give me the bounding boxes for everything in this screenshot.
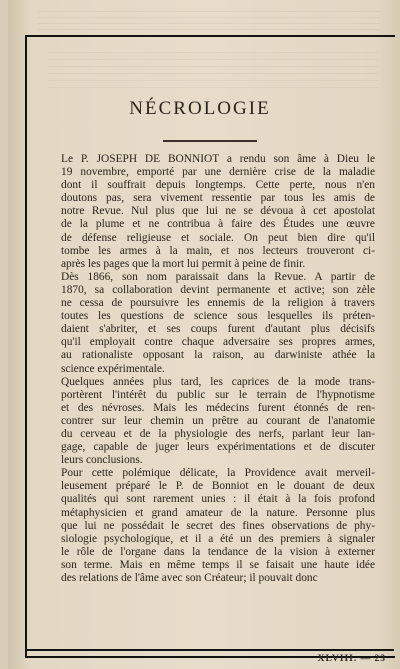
text-line: portèrent l'intérêt du public sur le terrain de l'hypnotisme bbox=[61, 388, 375, 401]
text-line: ne cessa de poursuivre les ennemis de la religion à travers bbox=[61, 297, 375, 310]
text-line: qu'il employait contre chaque adversaire ses propres armes, bbox=[61, 336, 375, 349]
text-line: du cerveau et de la physiologie des nerfs, parlant leur lan- bbox=[61, 427, 375, 440]
text-line: leurs conclusions. bbox=[61, 454, 143, 467]
page-footer: XLVIII. — 23 bbox=[317, 654, 386, 664]
text-line: des relations de l'âme avec son Créateur; il pouvait donc bbox=[61, 572, 318, 584]
text-line: Le P. JOSEPH DE BONNIOT a rendu son âme à Dieu le bbox=[61, 153, 375, 165]
text-line: siologie psychologique, et il a été un des premiers à signaler bbox=[61, 532, 375, 545]
article-body bbox=[61, 153, 375, 585]
text-line: qualités qui sont rarement unies : il était à la fois profond bbox=[61, 493, 375, 506]
text-line: au rationaliste opposant la raison, au darwiniste athée la bbox=[61, 349, 375, 362]
text-line: Pour cette polémique délicate, la Providence avait merveil- bbox=[61, 467, 375, 480]
text-line: Quelques années plus tard, les caprices de la mode trans- bbox=[61, 375, 375, 388]
paragraph bbox=[61, 467, 375, 585]
text-line: son terme. Mais en même temps il se faisait une haute idée bbox=[61, 558, 375, 571]
paragraph bbox=[61, 271, 375, 376]
text-line: tombe les armes à la main, et nos lecteurs trouveront ci- bbox=[61, 244, 375, 257]
text-line: 1870, sa collaboration devint permanente et active; son zèle bbox=[61, 283, 375, 296]
text-line: daient s'abriter, et ses coups furent d'autant plus décisifs bbox=[61, 323, 375, 336]
text-line: toutes les questions de science sous lesquelles ils préten- bbox=[61, 310, 375, 323]
text-line: doutons pas, sera vivement ressentie par tous les amis de bbox=[61, 192, 375, 205]
text-line: 19 novembre, emporté par une dernière crise de la maladie bbox=[61, 166, 375, 179]
text-line: leusement préparé le P. de Bonniot en le douant de deux bbox=[61, 480, 375, 493]
text-line: notre Revue. Nul plus que lui ne se dévoua à cet apostolat bbox=[61, 205, 375, 218]
text-line: Dès 1866, son nom paraissait dans la Revue. A partir de bbox=[61, 270, 375, 283]
paragraph bbox=[61, 376, 375, 468]
text-line: science expérimentale. bbox=[61, 362, 165, 375]
text-line: le rôle de l'organe dans la tendance de la vision à externer bbox=[61, 545, 375, 558]
paragraph bbox=[61, 153, 375, 271]
text-line: que lui ne possédait le secret des fines observations de phy- bbox=[61, 519, 375, 532]
page-title: NÉCROLOGIE bbox=[129, 98, 271, 119]
text-line: gage, capable de juger leurs expérimentations et de discuter bbox=[61, 441, 375, 454]
text-line: après les pages que la mort lui permit à peine de finir. bbox=[61, 257, 306, 270]
text-line: dont il souffrait depuis longtemps. Cette perte, nous n'en bbox=[61, 179, 375, 192]
text-line: de défense religieuse et sociale. On peut bien dire qu'il bbox=[61, 231, 375, 244]
show-through-text bbox=[38, 6, 380, 30]
text-line: métaphysicien et grand amateur de la nature. Personne plus bbox=[61, 506, 375, 519]
text-line: et des névroses. Mais les médecins furent étonnés de ren- bbox=[61, 401, 375, 414]
text-line: contrer sur leur chemin un prêtre au courant de l'anatomie bbox=[61, 414, 375, 427]
page-border-bottom bbox=[25, 649, 394, 651]
title-rule bbox=[163, 140, 257, 142]
text-line: de la plume et ne contribua à faire des Études une œuvre bbox=[61, 218, 375, 231]
